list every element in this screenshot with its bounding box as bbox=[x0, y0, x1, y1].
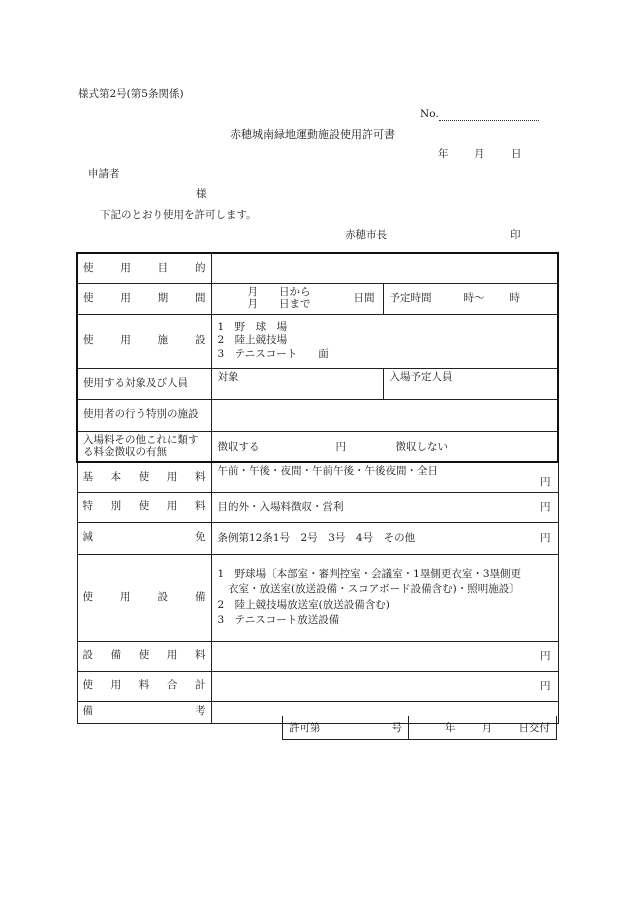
facility-item: 3 テニスコート 面 bbox=[217, 347, 329, 360]
value-equipment-fee[interactable] bbox=[211, 641, 558, 671]
row-period bbox=[77, 283, 558, 314]
row-exemption bbox=[77, 522, 558, 554]
label-admission: 入場料その他これに類する料金徴収の有無 bbox=[77, 431, 211, 462]
days-label: 日間 bbox=[353, 291, 375, 304]
issue-date-cell[interactable] bbox=[409, 716, 556, 739]
facility-item: 1 野 球 場 bbox=[217, 321, 288, 334]
value-target[interactable]: 対象 bbox=[211, 368, 383, 399]
label-purpose: 使用目的 bbox=[77, 253, 211, 283]
label-remarks: 備考 bbox=[77, 701, 211, 723]
row-special-fee bbox=[77, 492, 558, 522]
row-equipment-fee bbox=[77, 641, 558, 671]
value-special-facility[interactable] bbox=[211, 399, 558, 431]
facility-item: 2 陸上競技場 bbox=[217, 334, 288, 347]
value-period[interactable]: 月 日から 月 日まで 日間 bbox=[211, 283, 383, 314]
issue-day: 日交付 bbox=[518, 722, 550, 734]
label-facility: 使用施設 bbox=[77, 314, 211, 368]
no-line bbox=[439, 120, 539, 121]
date-month: 月 bbox=[474, 148, 485, 160]
label-special-facility: 使用者の行う特別の施設 bbox=[77, 399, 211, 431]
equipment-item: 3 テニスコート放送設備 bbox=[217, 613, 340, 626]
value-purpose[interactable] bbox=[211, 253, 558, 283]
value-exemption[interactable] bbox=[211, 522, 558, 554]
permit-statement: 下記のとおり使用を許可します。 bbox=[100, 209, 257, 221]
issue-year: 年 bbox=[445, 722, 456, 734]
label-equipment-fee: 設備使用料 bbox=[77, 641, 211, 671]
value-basic-fee[interactable] bbox=[211, 462, 558, 492]
equipment-item: 1 野球場〔本部室・審判控室・会議室・1塁側更衣室・3塁側更 bbox=[217, 568, 522, 581]
label-target: 使用する対象及び人員 bbox=[77, 368, 211, 399]
value-people[interactable]: 入場予定人員 bbox=[383, 368, 558, 399]
label-period: 使用期間 bbox=[77, 283, 211, 314]
row-target bbox=[77, 368, 558, 399]
total-fee-yen: 円 bbox=[540, 679, 551, 692]
hour-to: 時 bbox=[509, 291, 520, 304]
exemption-yen: 円 bbox=[540, 531, 551, 544]
row-special-facility bbox=[77, 399, 558, 431]
value-planned-time[interactable] bbox=[383, 283, 558, 314]
applicant-label: 申請者 bbox=[88, 168, 120, 180]
mayor-label: 赤穂市長 bbox=[345, 229, 387, 241]
no-collect-option: 徴収しない bbox=[395, 440, 448, 453]
form-number: 様式第2号(第5条関係) bbox=[78, 88, 184, 100]
exemption-options: 条例第12条1号 2号 3号 4号 その他 bbox=[217, 531, 416, 544]
permit-number-suffix: 号 bbox=[391, 722, 402, 734]
collect-option: 徴収する bbox=[217, 440, 260, 453]
row-basic-fee bbox=[77, 462, 558, 492]
planned-time-label: 予定時間 bbox=[389, 291, 432, 304]
label-exemption: 減免 bbox=[77, 522, 211, 554]
issue-month: 月 bbox=[481, 722, 493, 734]
row-facility bbox=[77, 314, 558, 368]
label-equipment: 使用設備 bbox=[77, 554, 211, 641]
date-year: 年 bbox=[438, 148, 449, 160]
date-day: 日 bbox=[511, 148, 522, 160]
value-total-fee[interactable] bbox=[211, 671, 558, 701]
sama-label: 様 bbox=[196, 188, 207, 200]
basic-fee-yen: 円 bbox=[540, 476, 551, 489]
permit-no bbox=[420, 108, 539, 121]
label-special-fee: 特別使用料 bbox=[77, 492, 211, 522]
special-fee-options: 目的外・入場料徴収・営利 bbox=[217, 500, 344, 513]
permit-label: 許可第 bbox=[289, 722, 321, 734]
value-facility[interactable] bbox=[211, 314, 558, 368]
row-purpose bbox=[77, 253, 558, 283]
label-total-fee: 使用料合計 bbox=[77, 671, 211, 701]
equipment-item: 2 陸上競技場放送室(放送設備含む) bbox=[217, 598, 390, 611]
seal-label: 印 bbox=[510, 229, 521, 241]
value-equipment[interactable] bbox=[211, 554, 558, 641]
hour-from: 時〜 bbox=[463, 291, 485, 304]
basic-fee-options: 午前・午後・夜間・午前午後・午後夜間・全日 bbox=[217, 465, 438, 477]
row-admission bbox=[77, 431, 558, 462]
value-admission[interactable] bbox=[211, 431, 558, 462]
special-fee-yen: 円 bbox=[540, 500, 551, 513]
row-equipment bbox=[77, 554, 558, 641]
value-special-fee[interactable] bbox=[211, 492, 558, 522]
issuance-strip bbox=[282, 716, 557, 740]
equipment-fee-yen: 円 bbox=[540, 649, 551, 662]
permit-number-cell[interactable] bbox=[283, 716, 409, 739]
equipment-item: 衣室・放送室(放送設備・スコアボード設備含む)・照明施設〕 bbox=[217, 583, 520, 596]
no-label: No. bbox=[420, 108, 439, 120]
row-total-fee bbox=[77, 671, 558, 701]
label-basic-fee: 基本使用料 bbox=[77, 462, 211, 492]
permit-form-table bbox=[76, 252, 559, 724]
document-title: 赤穂城南緑地運動施設使用許可書 bbox=[230, 128, 395, 141]
admission-yen: 円 bbox=[335, 440, 346, 453]
